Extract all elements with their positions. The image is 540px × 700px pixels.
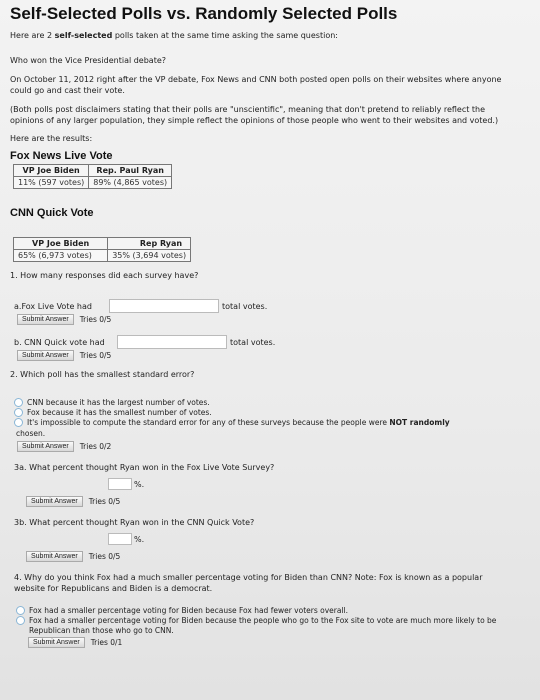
fox-heading: Fox News Live Vote: [10, 150, 113, 162]
q1a-suffix: total votes.: [222, 301, 268, 311]
q4-option-1-label: Fox had a smaller percentage voting for Biden because Fox had fewer voters overall.: [29, 606, 349, 615]
q2-option-3[interactable]: [10, 418, 530, 428]
context-text: On October 11, 2012 right after the VP debate, Fox News and CNN both posted open polls on their websites where anyone could go and cast their vote.: [10, 75, 502, 95]
q4-submit-button[interactable]: Submit Answer: [28, 637, 85, 648]
q1b-tries: Tries 0/5: [79, 351, 112, 360]
q4-tries: Tries 0/1: [90, 638, 123, 647]
q4-option-2-label: Fox had a smaller percentage voting for Biden because the people who go to the Fox site to vote are much more likely to be Republican than those who go to CNN.: [29, 616, 497, 635]
q3b-submit-row: [26, 551, 530, 562]
cnn-header-ryan: Rep Ryan: [108, 238, 191, 250]
results-label: Here are the results:: [10, 134, 93, 143]
q3b-text: 3b. What percent thought Ryan won in the CNN Quick Vote?: [14, 518, 255, 527]
q3b-input[interactable]: [108, 533, 132, 545]
intro-text: Here are 2 self-selected polls taken at the same time asking the same question:: [10, 31, 338, 40]
q1a-submit-button[interactable]: Submit Answer: [17, 314, 74, 325]
q4-option-1-radio[interactable]: [16, 606, 25, 615]
q4-option-2-radio[interactable]: [16, 616, 25, 625]
q2-options: [10, 398, 530, 439]
q3a-row: [10, 478, 530, 490]
q3a-tries: Tries 0/5: [88, 497, 121, 506]
q1a-row: [14, 299, 530, 313]
cnn-value-biden: 65% (6,973 votes): [14, 250, 108, 262]
q1a-tries: Tries 0/5: [79, 315, 112, 324]
q2-tries: Tries 0/2: [79, 442, 112, 451]
q2-option-2-radio[interactable]: [14, 408, 23, 417]
q2-option-3-label: It's impossible to compute the standard error for any of these surveys because the people were NOT randomly: [27, 418, 450, 427]
q1-text: 1. How many responses did each survey have?: [10, 271, 199, 280]
question-text: Who won the Vice Presidential debate?: [10, 56, 167, 65]
q1b-suffix: total votes.: [230, 337, 276, 347]
q1a-input[interactable]: [109, 299, 219, 313]
q4-option-1[interactable]: [10, 606, 525, 616]
q1a-label: a.Fox Live Vote had: [14, 301, 92, 311]
q3a-submit-row: [26, 496, 530, 507]
q1b-submit-button[interactable]: Submit Answer: [17, 350, 74, 361]
q2-option-1-radio[interactable]: [14, 398, 23, 407]
cnn-value-ryan: 35% (3,694 votes): [108, 250, 191, 262]
table-row: [14, 238, 191, 250]
q3b-unit: %.: [134, 534, 145, 544]
q2-submit-button[interactable]: Submit Answer: [17, 441, 74, 452]
q3b-submit-button[interactable]: Submit Answer: [26, 551, 83, 562]
fox-header-ryan: Rep. Paul Ryan: [89, 165, 172, 177]
q2-text: 2. Which poll has the smallest standard error?: [10, 370, 195, 379]
cnn-heading: CNN Quick Vote: [10, 207, 94, 219]
q3a-unit: %.: [134, 479, 145, 489]
table-row: [14, 165, 172, 177]
q3a-submit-button[interactable]: Submit Answer: [26, 496, 83, 507]
q3a-text: 3a. What percent thought Ryan won in the Fox Live Vote Survey?: [14, 463, 275, 472]
cnn-header-biden: VP Joe Biden: [14, 238, 108, 250]
q2-submit-row: [17, 441, 530, 452]
disclaimer-text: (Both polls post disclaimers stating that their polls are "unscientific", meaning that don't pretend to reliably reflect the opinions of any larger population, they simple reflect the opinions of those people who went to their websites and voted.): [10, 105, 499, 125]
table-row: [14, 250, 191, 262]
q1a-submit-row: [17, 314, 530, 325]
q3b-row: [10, 533, 530, 545]
q4-option-2[interactable]: [10, 616, 525, 636]
fox-value-ryan: 89% (4,865 votes): [89, 177, 172, 189]
q4-options: [10, 606, 525, 636]
q2-option-3-cont: chosen.: [16, 429, 46, 438]
q4-submit-row: [28, 637, 530, 648]
q1b-submit-row: [17, 350, 530, 361]
page-title: Self-Selected Polls vs. Randomly Selected Polls: [10, 4, 398, 23]
q2-option-1-label: CNN because it has the largest number of votes.: [27, 398, 210, 407]
q3a-input[interactable]: [108, 478, 132, 490]
fox-value-biden: 11% (597 votes): [14, 177, 89, 189]
q1b-label: b. CNN Quick vote had: [14, 337, 105, 347]
q2-option-2-label: Fox because it has the smallest number of votes.: [27, 408, 212, 417]
q2-option-3-radio[interactable]: [14, 418, 23, 427]
cnn-results-table: [13, 237, 191, 262]
q2-option-2[interactable]: [10, 408, 530, 418]
table-row: [14, 177, 172, 189]
fox-header-biden: VP Joe Biden: [14, 165, 89, 177]
fox-results-table: [13, 164, 172, 189]
q4-text: 4. Why do you think Fox had a much smaller percentage voting for Biden than CNN? Note: Fox is known as a popular website for Republicans and Biden is a democrat.: [14, 573, 483, 593]
q2-option-1[interactable]: [10, 398, 530, 408]
q1b-input[interactable]: [117, 335, 227, 349]
q1b-row: [14, 335, 530, 349]
q3b-tries: Tries 0/5: [88, 552, 121, 561]
